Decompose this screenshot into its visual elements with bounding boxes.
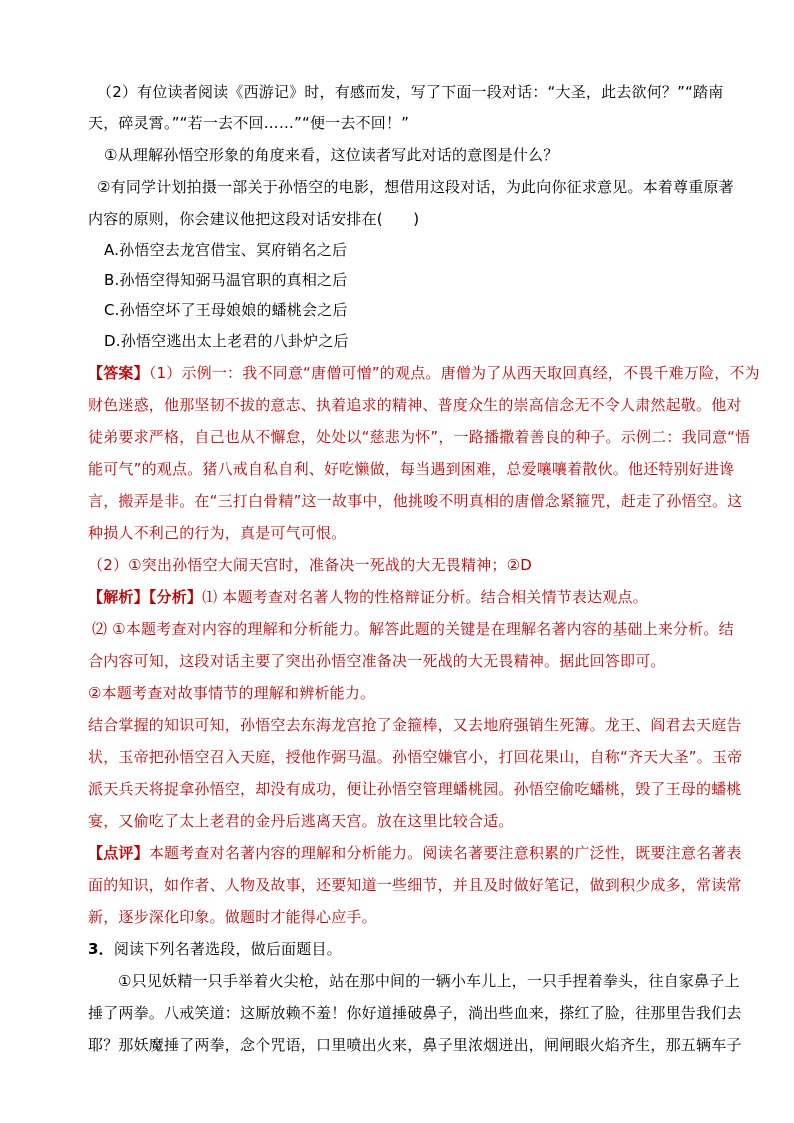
question3-stem (88, 939, 342, 959)
option-c: C.孙悟空坏了王母娘娘的蟠桃会之后 (104, 301, 348, 319)
analysis-line8: 宴，又偷吃了太上老君的金丹后逃离天宫。放在这里比较合适。 (88, 812, 514, 830)
question2-sub1: ①从理解孙悟空形象的角度来看，这位读者写此对话的意图是什么？ (104, 146, 559, 164)
question3-number: 3． (88, 940, 114, 958)
passage-line2: 捶了两拳。八戒笑道：这厮放赖不羞！你好道捶破鼻子，淌出些血来，搽红了脸，往那里告我们去 (88, 1004, 742, 1022)
analysis-line5: 结合掌握的知识可知，孙悟空去东海龙宫抢了金箍棒，又去地府强销生死簿。龙王、阎君去天庭告 (88, 716, 742, 734)
question2-stem-line2: 天，碎灵霄。”“若一去不回……”“便一去不回！” (88, 114, 410, 132)
passage-line1: ①只见妖精一只手举着火尖枪，站在那中间的一辆小车儿上，一只手捏着拳头，往自家鼻子上 (118, 972, 740, 990)
answer-line3: 徒弟要求严格，自己也从不懈怠，处处以“慈悲为怀”，一路播撒着善良的种子。示例二：我同意“悟 (88, 428, 751, 446)
analysis-label: 【解析】【分析】 (88, 588, 203, 606)
analysis-line1 (88, 587, 648, 607)
option-a: A.孙悟空去龙宫借宝、冥府销名之后 (104, 241, 348, 259)
answer-line5: 言，搬弄是非。在“三打白骨精”这一故事中，他挑唆不明真相的唐僧念紧箍咒，赶走了孙悟空。这 (88, 492, 743, 510)
question2-sub2-line2: 内容的原则，你会建议他把这段对话安排在( ) (88, 210, 420, 228)
answer-line1 (88, 363, 760, 383)
answer-line2: 财色迷惑，他那坚韧不拔的意志、执着追求的精神、普度众生的崇高信念无不令人肃然起敬。他对 (88, 396, 742, 414)
question2-stem-line1: （2）有位读者阅读《西游记》时，有感而发，写了下面一段对话：“大圣，此去欲何？”“踏南 (97, 83, 724, 101)
comment-line1 (88, 843, 742, 863)
analysis-line6: 状，玉帝把孙悟空召入天庭，授他作弼马温。孙悟空嫌官小，打回花果山，自称“齐天大圣”。玉帝 (88, 748, 743, 766)
option-d: D.孙悟空逃出太上老君的八卦炉之后 (104, 332, 349, 350)
comment-line2: 面的知识，如作者、人物及故事，还要知道一些细节，并且及时做好笔记，做到积少成多，常读常 (88, 876, 742, 894)
comment-label: 【点评】 (88, 844, 149, 862)
comment-text: 本题考查对名著内容的理解和分析能力。阅读名著要注意积累的广泛性，既要注意名著表 (148, 844, 742, 862)
answer-text: （1）示例一：我不同意“唐僧可憎”的观点。唐僧为了从西天取回真经，不畏千难万险，不为 (148, 364, 760, 382)
analysis-line4: ②本题考查对故事情节的理解和辨析能力。 (88, 684, 376, 702)
analysis-line2: ⑵ ①本题考查对内容的理解和分析能力。解答此题的关键是在理解名著内容的基础上来分析。结 (92, 620, 734, 638)
analysis-line3: 合内容可知，这段对话主要了突出孙悟空准备决一死战的大无畏精神。据此回答即可。 (88, 652, 666, 670)
passage-line3: 耶？那妖魔捶了两拳，念个咒语，口里喷出火来，鼻子里浓烟迸出，闸闸眼火焰齐生，那五辆车子 (88, 1036, 742, 1054)
question2-sub2-line1: ②有同学计划拍摄一部关于孙悟空的电影，想借用这段对话，为此向你征求意见。本着尊重原著 (97, 178, 734, 196)
option-b: B.孙悟空得知弼马温官职的真相之后 (104, 271, 348, 289)
analysis-line7: 派天兵天将捉拿孙悟空，却没有成功，便让孙悟空管理蟠桃园。孙悟空偷吃蟠桃，毁了王母的蟠桃 (88, 780, 742, 798)
comment-line3: 新，逐步深化印象。做题时才能得心应手。 (88, 908, 377, 926)
answer-part2: （2）①突出孙悟空大闹天宫时，准备决一死战的大无畏精神；②D (88, 556, 532, 574)
analysis-text: ⑴ 本题考查对名著人物的性格辩证分析。结合相关情节表达观点。 (202, 588, 648, 606)
answer-line6: 种损人不利己的行为，真是可气可恨。 (88, 524, 347, 542)
answer-line4: 能可气”的观点。猪八戒自私自利、好吃懒做，每当遇到困难，总爱嚷嚷着散伙。他还特别好进谗 (88, 460, 735, 478)
question3-text: 阅读下列名著选段，做后面题目。 (113, 940, 342, 958)
answer-label: 【答案】 (88, 364, 149, 382)
